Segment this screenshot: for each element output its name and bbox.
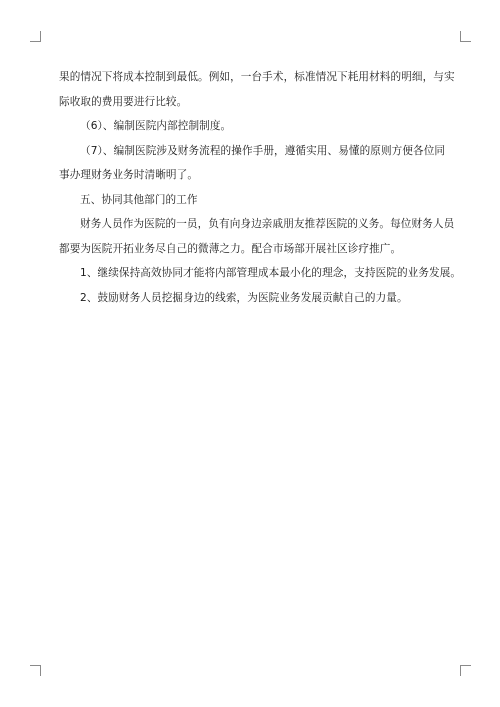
text-line: 都要为医院开拓业务尽自己的微薄之力。配合市场部开展社区诊疗推广。 <box>59 242 402 255</box>
text-line: 事办理财务业务时清晰明了。 <box>59 169 199 181</box>
list-item: 2、鼓励财务人员挖掘身边的线索，为医院业务发展贡献自己的力量。 <box>80 291 408 304</box>
crop-mark-top-left <box>30 31 41 42</box>
text-line: （6）、编制医院内部控制制度。 <box>80 120 232 132</box>
list-item: 1、继续保持高效协同才能将内部管理成本最小化的理念，支持医院的业务发展。 <box>80 267 462 279</box>
crop-mark-bottom-left <box>30 665 41 676</box>
document-body <box>59 65 462 310</box>
crop-mark-top-right <box>460 31 471 42</box>
text-line: 际收取的费用要进行比较。 <box>59 95 188 108</box>
section-heading: 五、协同其他部门的工作 <box>80 193 198 206</box>
text-line: 果的情况下将成本控制到最低。例如，一台手术，标准情况下耗用材料的明细，与实 <box>59 71 455 83</box>
text-line: （7）、编制医院涉及财务流程的操作手册，遵循实用、易懂的原则方便各位同 <box>80 144 446 157</box>
crop-mark-bottom-right <box>460 665 471 676</box>
text-line: 财务人员作为医院的一员，负有向身边亲戚朋友推荐医院的义务。每位财务人员 <box>80 218 455 230</box>
